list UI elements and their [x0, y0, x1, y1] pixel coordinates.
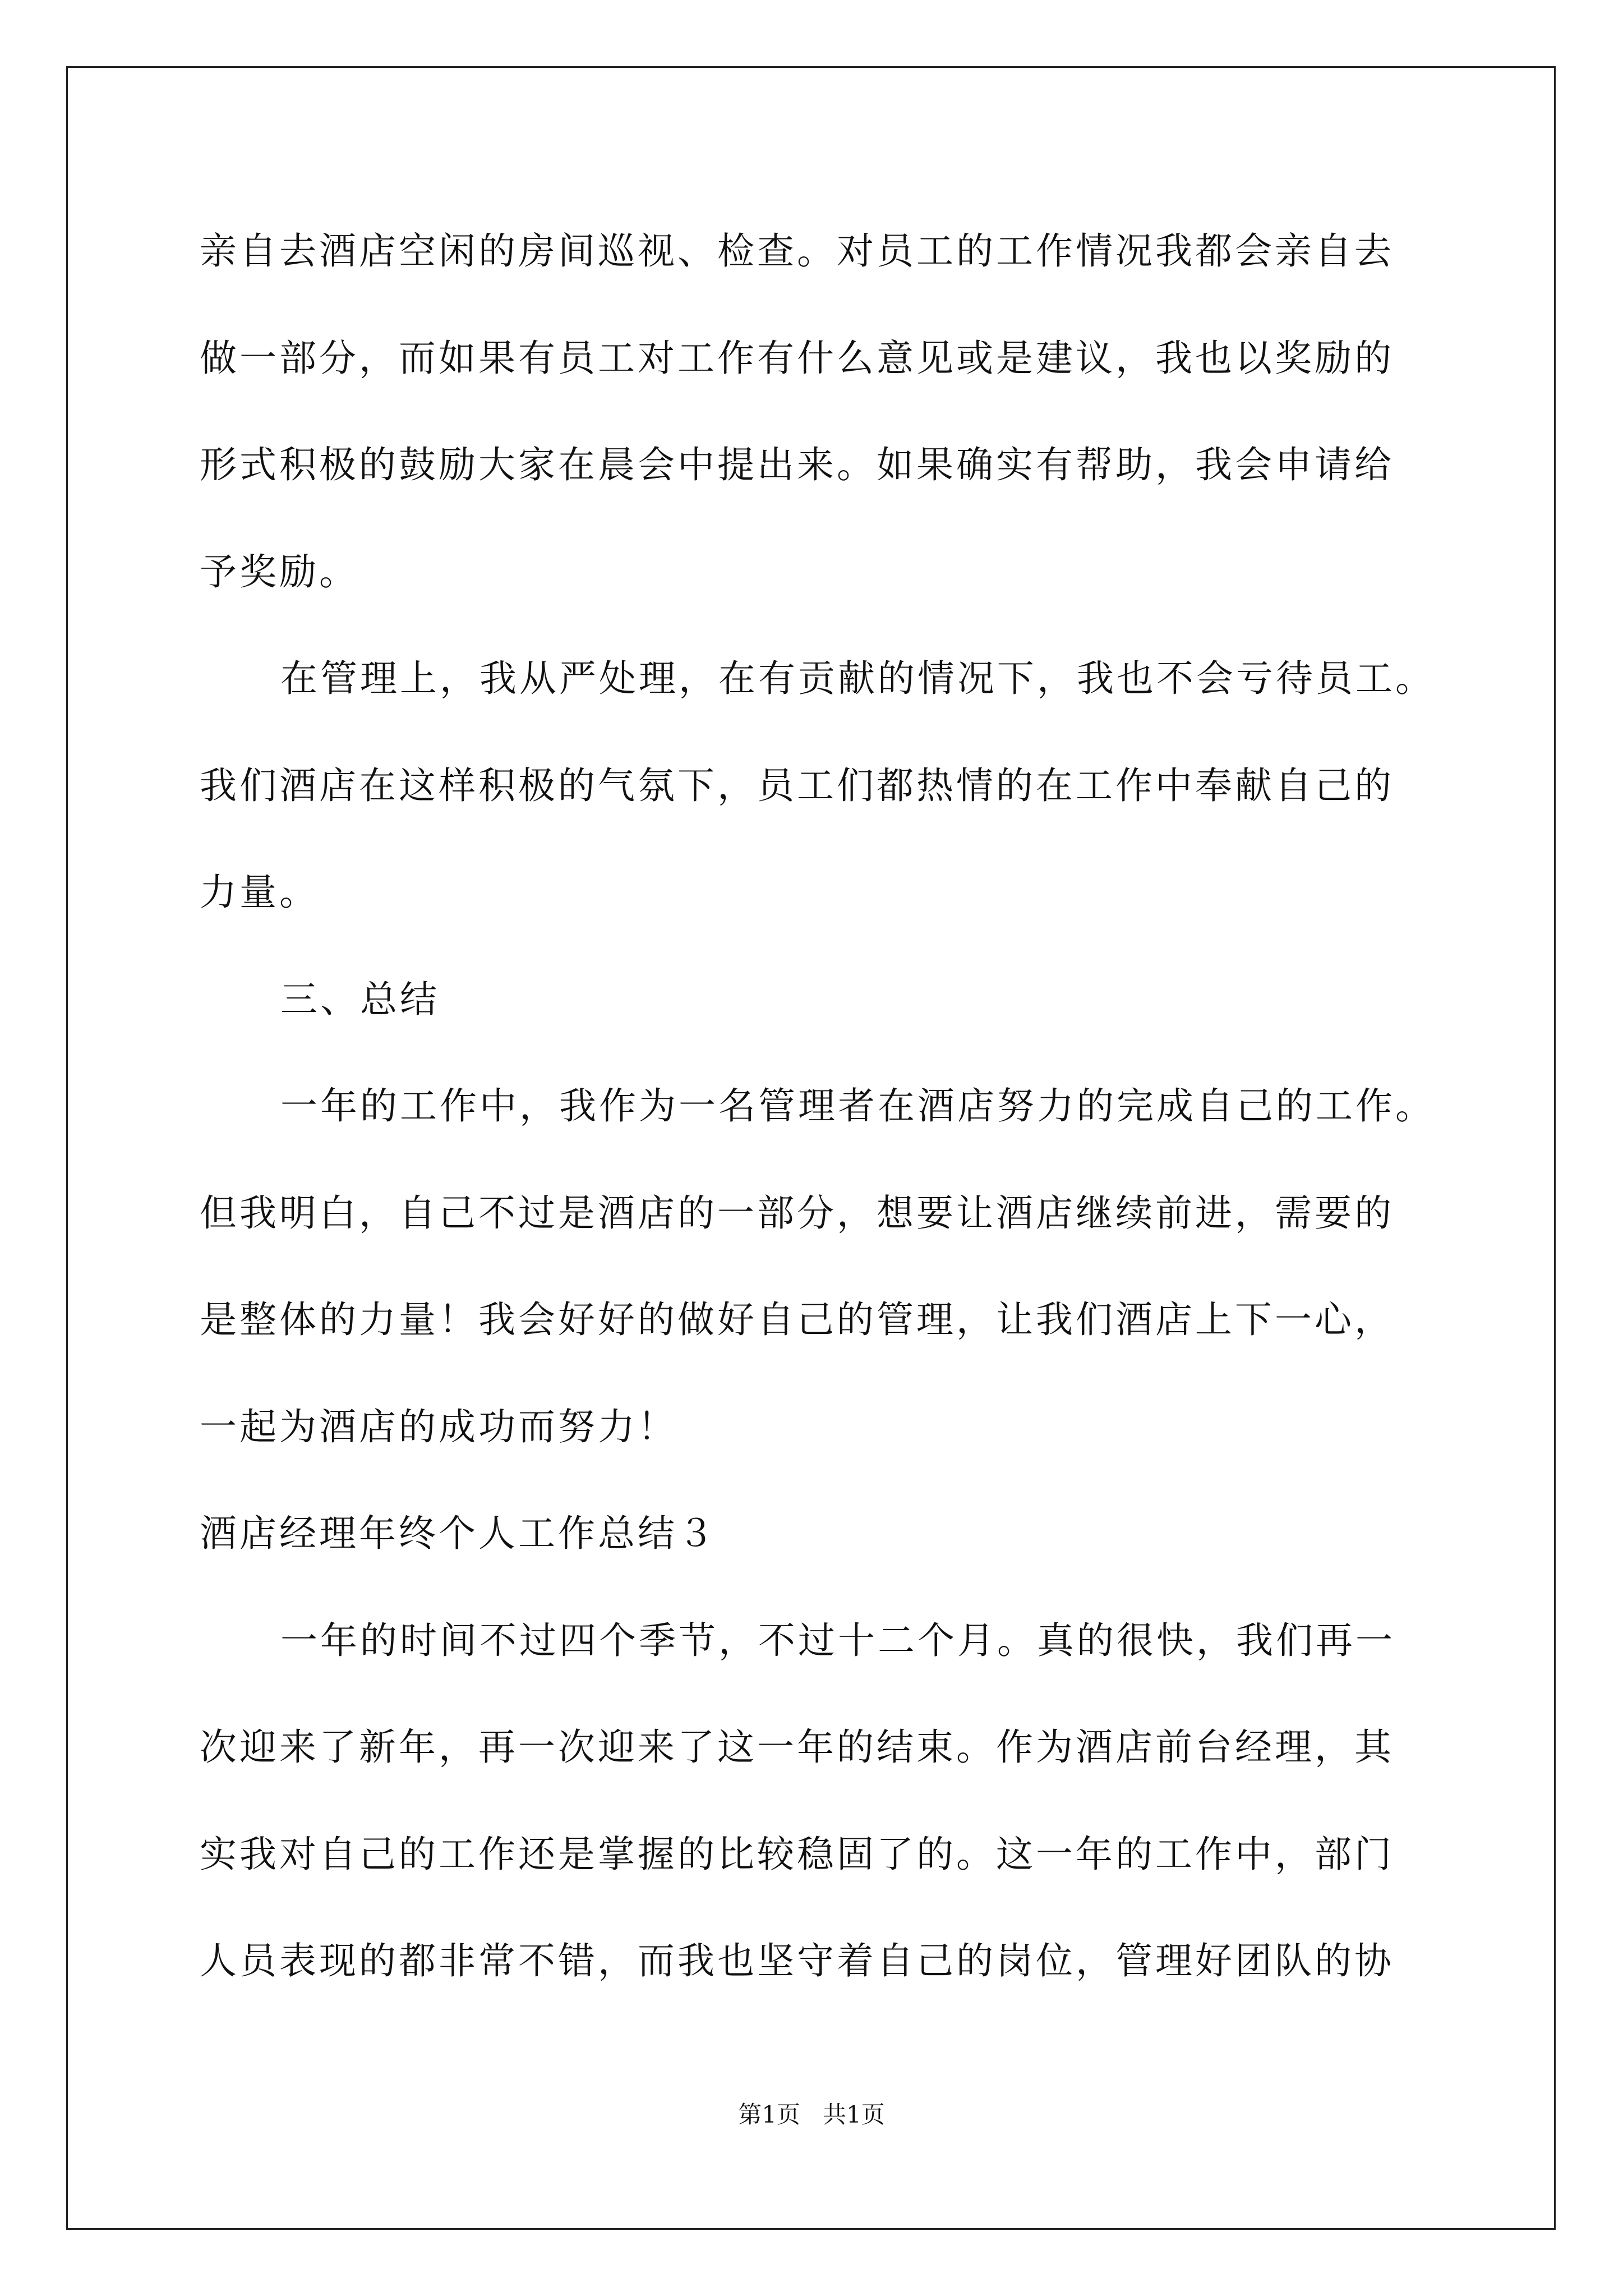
text-line: 一年的工作中，我作为一名管理者在酒店努力的完成自己的工作。 [280, 1084, 1435, 1128]
text-line: 做一部分，而如果有员工对工作有什么意见或是建议，我也以奖励的 [200, 337, 1394, 380]
page-footer: 第1页 共1页 [738, 2101, 885, 2128]
text-line: 一年的时间不过四个季节，不过十二个月。真的很快，我们再一 [280, 1619, 1395, 1662]
text-line: 我们酒店在这样积极的气氛下，员工们都热情的在工作中奉献自己的 [200, 764, 1394, 807]
text-line: 人员表现的都非常不错，而我也坚守着自己的岗位，管理好团队的协 [200, 1939, 1394, 1982]
text-line: 但我明白，自己不过是酒店的一部分，想要让酒店继续前进，需要的 [200, 1191, 1394, 1235]
section-heading: 三、总结 [280, 978, 440, 1021]
text-line: 在管理上，我从严处理，在有贡献的情况下，我也不会亏待员工。 [280, 657, 1435, 700]
text-line: 一起为酒店的成功而努力！ [200, 1405, 677, 1448]
page-border [66, 66, 1556, 2230]
text-line: 实我对自己的工作还是掌握的比较稳固了的。这一年的工作中，部门 [200, 1833, 1394, 1876]
text-line: 亲自去酒店空闲的房间巡视、检查。对员工的工作情况我都会亲自去 [200, 229, 1394, 273]
text-line: 次迎来了新年，再一次迎来了这一年的结束。作为酒店前台经理，其 [200, 1726, 1394, 1769]
document-title: 酒店经理年终个人工作总结３ [200, 1512, 717, 1555]
text-line: 形式积极的鼓励大家在晨会中提出来。如果确实有帮助，我会申请给 [200, 443, 1394, 486]
text-line: 予奖励。 [200, 550, 359, 593]
text-line: 是整体的力量！我会好好的做好自己的管理，让我们酒店上下一心， [200, 1298, 1394, 1341]
text-line: 力量。 [200, 871, 319, 914]
